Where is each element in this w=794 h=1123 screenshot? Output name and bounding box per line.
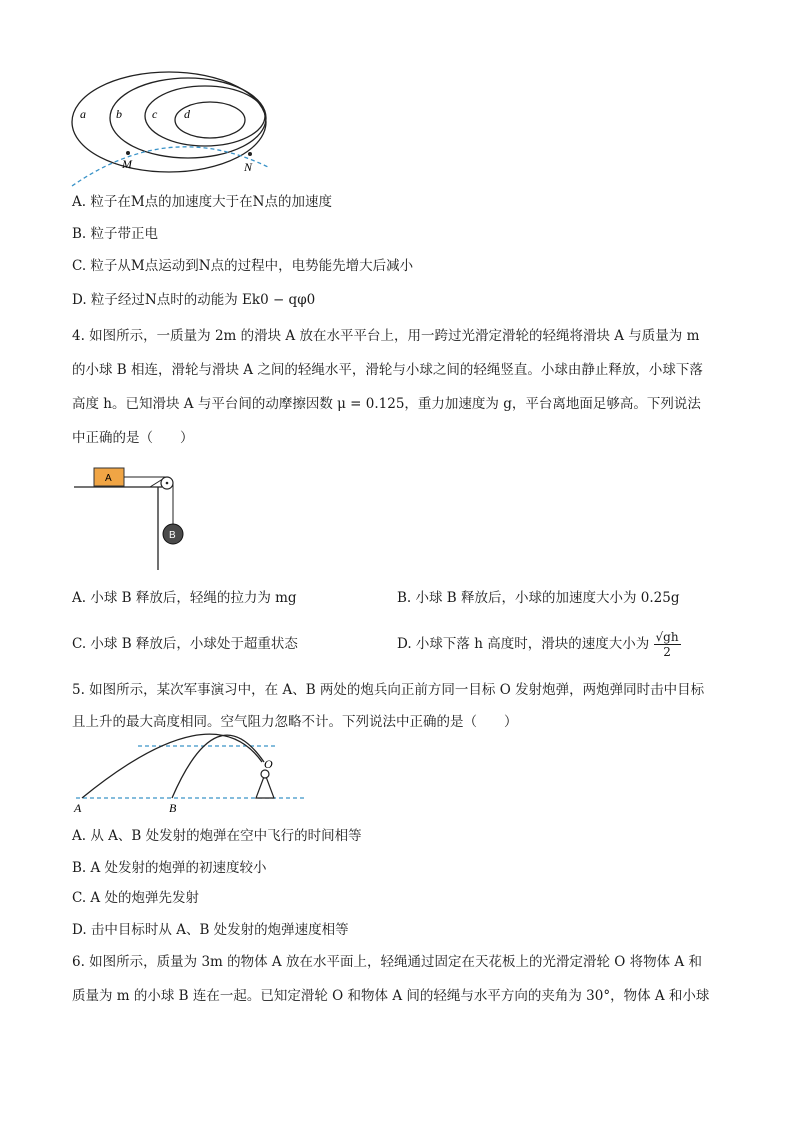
q5-option-a: A. 从 A、B 处发射的炮弹在空中飞行的时间相等	[72, 828, 362, 844]
fraction-numerator: √gh	[655, 630, 679, 644]
q4-stem-line2: 的小球 B 相连，滑轮与滑块 A 之间的轻绳水平，滑轮与小球之间的轻绳竖直。小球由静止释放，小球下落	[72, 362, 703, 378]
pulley-figure	[74, 462, 194, 572]
q5-option-b: B. A 处发射的炮弹的初速度较小	[72, 860, 267, 876]
q4-option-d-fraction	[654, 630, 681, 659]
label-A: A	[74, 801, 82, 815]
fraction-denominator: 2	[663, 645, 671, 659]
label-O: O	[264, 757, 273, 771]
label-B: B	[169, 801, 177, 815]
q4-option-d-text: D. 小球下落 h 高度时，滑块的速度大小为	[397, 636, 650, 652]
q4-stem-line1: 4. 如图所示，一质量为 2m 的滑块 A 放在水平平台上，用一跨过光滑定滑轮的轻绳将滑块 A 与质量为 m	[72, 328, 700, 344]
projectile-figure	[72, 738, 312, 818]
q6-stem-line1: 6. 如图所示，质量为 3m 的物体 A 放在水平面上，轻绳通过固定在天花板上的光滑定滑轮 O 将物体 A 和	[72, 954, 702, 970]
label-N: N	[244, 160, 253, 174]
label-b: b	[116, 107, 122, 121]
q3-option-a: A. 粒子在M点的加速度大于在N点的加速度	[72, 194, 332, 210]
q5-stem-line1: 5. 如图所示，某次军事演习中，在 A、B 两处的炮兵向正前方同一目标 O 发射炮弹，两炮弹同时击中目标	[72, 682, 705, 698]
q4-option-c: C. 小球 B 释放后，小球处于超重状态	[72, 636, 298, 652]
q3-option-c: C. 粒子从M点运动到N点的过程中，电势能先增大后减小	[72, 258, 414, 274]
q6-stem-line2: 质量为 m 的小球 B 连在一起。已知定滑轮 O 和物体 A 间的轻绳与水平方向的夹角为 30°，物体 A 和小球	[72, 988, 710, 1004]
label-M: M	[122, 157, 132, 171]
q4-option-a: A. 小球 B 释放后，轻绳的拉力为 mg	[72, 590, 297, 606]
block-a-label: A	[105, 473, 112, 484]
q5-stem-line2: 且上升的最大高度相同。空气阻力忽略不计。下列说法中正确的是（ ）	[72, 714, 518, 730]
q4-stem-line3: 高度 h。已知滑块 A 与平台间的动摩擦因数 μ = 0.125，重力加速度为 g，平台离地面足够高。下列说法	[72, 396, 701, 412]
q5-option-d: D. 击中目标时从 A、B 处发射的炮弹速度相等	[72, 922, 349, 938]
q5-option-c: C. A 处的炮弹先发射	[72, 890, 199, 906]
q3-option-b: B. 粒子带正电	[72, 226, 159, 242]
q4-option-b: B. 小球 B 释放后，小球的加速度大小为 0.25g	[397, 590, 680, 606]
q4-option-d	[397, 626, 681, 662]
equipotential-figure	[70, 68, 270, 178]
q4-stem-line4: 中正确的是（ ）	[72, 430, 194, 446]
label-c: c	[152, 107, 158, 121]
label-a: a	[80, 107, 86, 121]
label-d: d	[184, 107, 190, 121]
q3-option-d: D. 粒子经过N点时的动能为 Ek0 − qφ0	[72, 292, 316, 308]
ball-b-label: B	[169, 530, 176, 541]
